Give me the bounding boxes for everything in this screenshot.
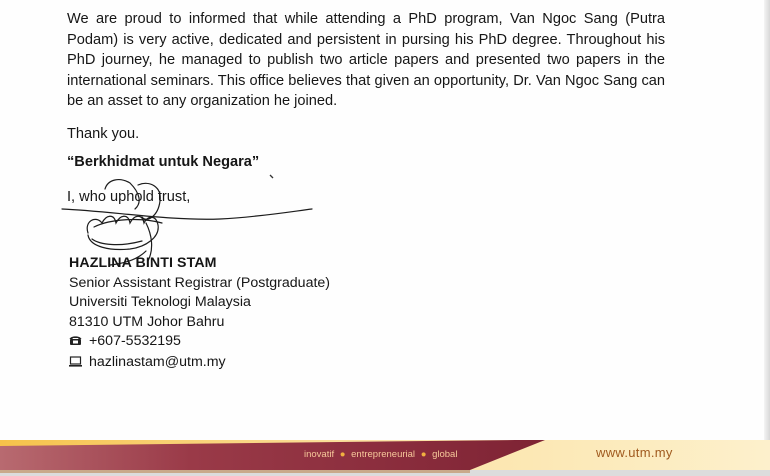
tagline-inovatif: inovatif (304, 449, 335, 460)
phone-row (69, 332, 330, 353)
motto-line: “Berkhidmat untuk Negara” (67, 154, 260, 170)
bullet-icon: ● (339, 449, 346, 460)
footer-tagline (304, 449, 457, 460)
email-row (69, 353, 330, 374)
phone-number: +607-5532195 (89, 333, 181, 350)
page-edge-shadow (764, 0, 770, 440)
tagline-entrepreneurial: entrepreneurial (351, 449, 416, 460)
computer-icon (69, 354, 83, 374)
signatory-address: 81310 UTM Johor Bahru (69, 313, 225, 330)
telephone-icon (69, 333, 83, 353)
closing-line: I, who uphold trust, (67, 189, 191, 205)
signatory-institution: Universiti Teknologi Malaysia (69, 294, 251, 311)
signatory-block (69, 254, 330, 374)
signatory-title: Senior Assistant Registrar (Postgraduate) (69, 274, 331, 291)
tagline-global: global (432, 449, 458, 460)
email-address: hazlinastam@utm.my (89, 353, 226, 370)
body-paragraph: We are proud to informed that while attending a PhD program, Van Ngoc Sang (Putra Podam) is very active, dedicated and persistent in pursing his PhD degree. Throughout his PhD journey, he managed to publish two article papers and presented two papers in the international seminars. This office believes that given an opportunity, Dr. Van Ngoc Sang can be an asset to any organization he joined. (67, 11, 665, 110)
stray-mark (269, 174, 275, 180)
thanks-line: Thank you. (67, 126, 140, 142)
footer-website: www.utm.my (596, 445, 673, 460)
signatory-name: HAZLINA BINTI STAM (69, 255, 217, 271)
bullet-icon: ● (420, 449, 427, 460)
